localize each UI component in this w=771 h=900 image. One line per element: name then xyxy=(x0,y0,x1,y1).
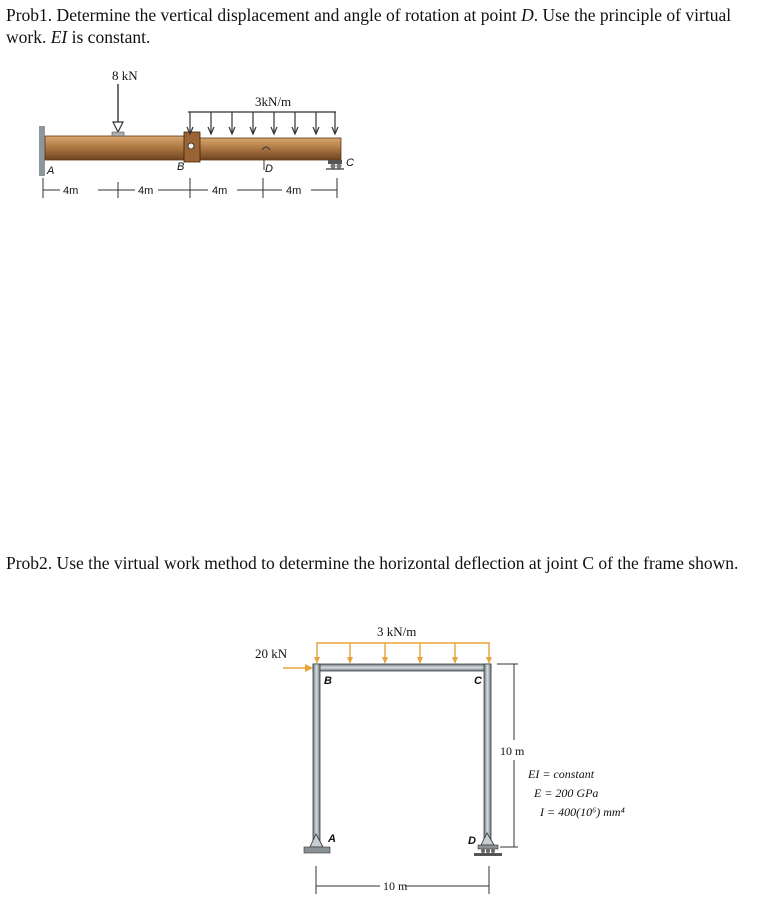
distributed-load-label: 3kN/m xyxy=(255,94,292,109)
label-c: C xyxy=(346,157,354,169)
frame-label-a: A xyxy=(328,833,336,845)
frame-width-label: 10 m xyxy=(383,879,408,893)
span-1-label: 4m xyxy=(63,185,79,197)
property-i: I = 400(10⁶) mm⁴ xyxy=(540,805,625,819)
span-4-label: 4m xyxy=(286,185,302,197)
beam-segment-bc xyxy=(199,138,341,160)
frame-height-label: 10 m xyxy=(500,744,525,758)
problem1-ei: EI xyxy=(50,27,68,47)
distributed-load-arrows xyxy=(187,112,338,134)
frame-distributed-load xyxy=(314,643,492,664)
problem2-statement: Prob2. Use the virtual work method to determine the horizontal deflection at joint C of the frame shown. xyxy=(6,553,739,573)
roller-support-c xyxy=(326,160,344,169)
beam-segment-ab xyxy=(45,136,195,160)
frame-column-dc xyxy=(484,664,491,847)
frame-horizontal-load-label: 20 kN xyxy=(255,646,288,661)
fixed-support-a xyxy=(39,126,45,176)
roller-support-d xyxy=(474,833,502,856)
point-load-arrow xyxy=(112,84,124,136)
frame-column-ab xyxy=(313,664,320,847)
problem1-text-part-c: is constant. xyxy=(67,27,151,47)
hinge-pin-b xyxy=(188,143,194,149)
property-e: E = 200 GPa xyxy=(534,786,599,800)
frame-horizontal-load-arrow xyxy=(283,664,313,672)
property-ei: EI = constant xyxy=(528,767,595,781)
frame-label-c: C xyxy=(474,675,482,687)
point-load-label: 8 kN xyxy=(112,68,138,83)
span-3-label: 4m xyxy=(212,185,228,197)
label-a: A xyxy=(47,165,55,177)
label-d: D xyxy=(265,163,273,175)
pin-support-a xyxy=(304,834,330,853)
problem1-text-part-b: . Use the principle of virtual work. xyxy=(6,5,732,47)
problem1-point-d: D xyxy=(521,5,534,25)
frame-label-d: D xyxy=(468,835,476,847)
label-b: B xyxy=(177,161,185,173)
frame-beam-bc xyxy=(313,664,491,671)
frame-distributed-load-label: 3 kN/m xyxy=(377,624,417,639)
span-2-label: 4m xyxy=(138,185,154,197)
frame-label-b: B xyxy=(324,675,332,687)
problem1-text-part-a: Prob1. Determine the vertical displacement and angle of rotation at point xyxy=(6,5,522,25)
